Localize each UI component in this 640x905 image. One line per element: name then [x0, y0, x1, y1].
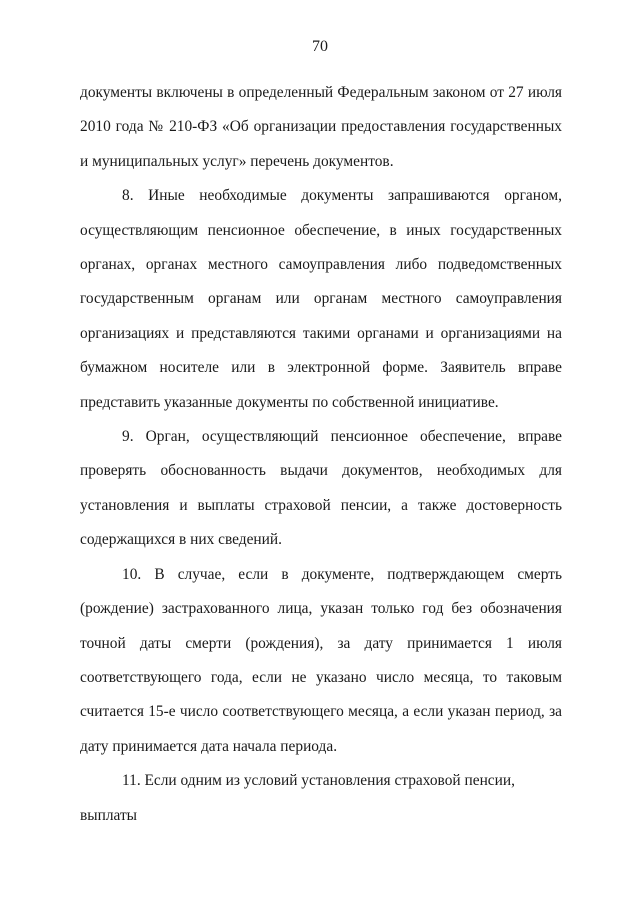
page-number: 70 — [312, 38, 328, 55]
paragraph-8: 8. Иные необходимые документы запрашиваются органом, осуществляющим пенсионное обеспечение, в иных государственных органах, органах местного самоуправления либо подведомственных государственным органам или органам местного самоуправления организациях и представляются такими органами и организациями на бумажном носителе или в электронной форме. Заявитель вправе представить указанные документы по собственной инициативе. — [80, 187, 562, 411]
paragraph-10: 10. В случае, если в документе, подтверждающем смерть (рождение) застрахованного лица, указан только год без обозначения точной даты смерти (рождения), за дату принимается 1 июля соответствующего года, если не указано число месяца, то таковым считается 15-е число соответствующего месяца, а если указан период, за дату принимается дата начала периода. — [80, 565, 562, 755]
document-body — [80, 76, 562, 833]
paragraph-continuation: документы включены в определенный Федеральным законом от 27 июля 2010 года № 210-ФЗ «Об организации предоставления государственных и муниципальных услуг» перечень документов. — [80, 84, 562, 170]
paragraph-9: 9. Орган, осуществляющий пенсионное обеспечение, вправе проверять обоснованность выдачи документов, необходимых для установления и выплаты страховой пенсии, а также достоверность содержащихся в них сведений. — [80, 428, 562, 549]
paragraph-11: 11. Если одним из условий установления страховой пенсии, выплаты — [80, 772, 515, 824]
